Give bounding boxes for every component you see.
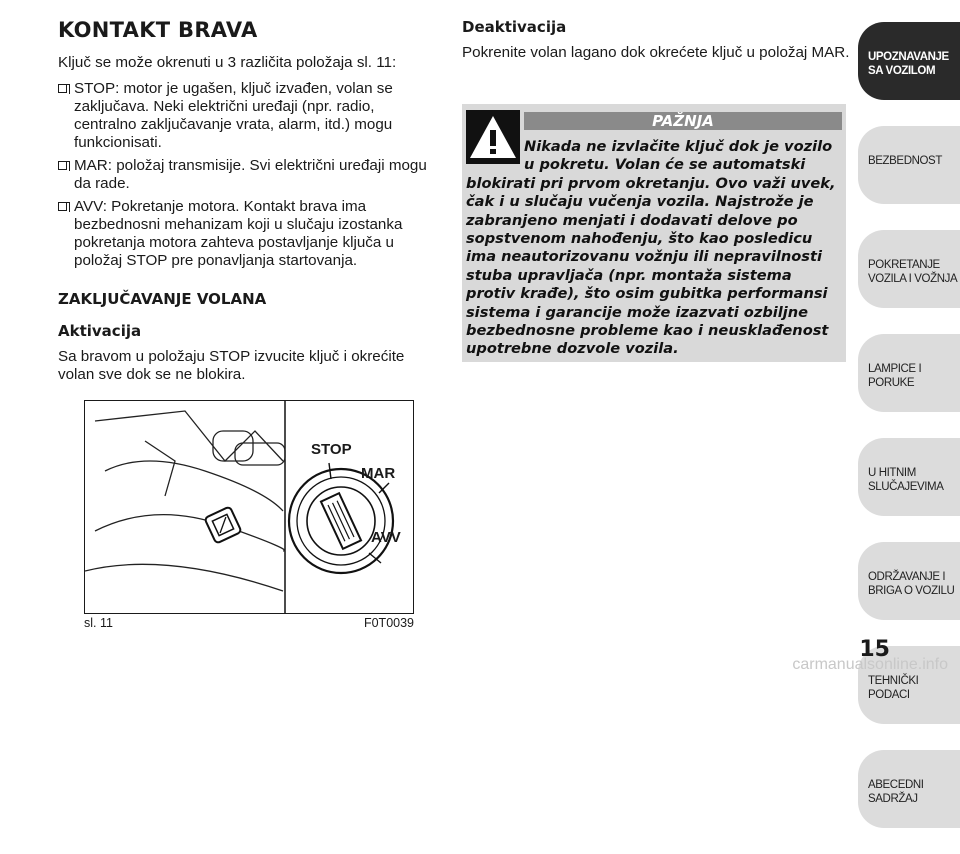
position-list <box>58 80 438 270</box>
tab-odrzavanje[interactable]: ODRŽAVANJE I BRIGA O VOZILU <box>858 542 960 620</box>
list-item-text: MAR: položaj transmisije. Svi električni uređaji mogu da rade. <box>74 157 427 192</box>
right-column <box>462 18 850 62</box>
bullet-icon <box>58 161 67 170</box>
page-number: 15 <box>859 637 890 662</box>
stop-label: STOP <box>311 441 352 458</box>
subheading-deaktivacija: Deaktivacija <box>462 18 567 36</box>
section-title-zakljucavanje: ZAKLJUČAVANJE VOLANA <box>58 290 267 308</box>
figure-code: F0T0039 <box>363 616 414 630</box>
figure-caption <box>84 616 414 630</box>
avv-label: AVV <box>371 529 401 546</box>
intro-paragraph: Ključ se može okrenuti u 3 različita položaja sl. 11: <box>58 54 397 71</box>
chapter-tabs <box>858 22 960 854</box>
figure-number: sl. 11 <box>84 616 113 630</box>
tab-upoznavanje-sa-vozilom[interactable]: UPOZNAVANJE SA VOZILOM <box>858 22 960 100</box>
activation-paragraph: Sa bravom u položaju STOP izvucite ključ i okrećite volan sve dok se ne blokira. <box>58 348 405 383</box>
ignition-illustration <box>85 401 413 613</box>
tab-tehnicki-podaci[interactable]: TEHNIČKI PODACI <box>858 646 960 724</box>
section-title-kontakt-brava: KONTAKT BRAVA <box>58 18 258 42</box>
ignition-figure <box>84 400 414 614</box>
list-item <box>58 198 438 270</box>
warning-heading: PAŽNJA <box>524 112 842 130</box>
tab-abecedni-sadrzaj[interactable]: ABECEDNI SADRŽAJ <box>858 750 960 828</box>
watermark: carmanualsonline.info <box>792 656 948 673</box>
list-item <box>58 80 438 152</box>
bullet-icon <box>58 202 67 211</box>
warning-text-content: Nikada ne izvlačite ključ dok je vozilo u pokretu. Volan će se automatski blokirati pri prvom okretanju. Ovo važi uvek, čak i u slučaju vučenja vozila. Najstrože je zabranjeno menjati i dodavati delove po sopstvenom nahođenju, što kao posledicu ima neautorizovanu vožnju ili nepravilnosti stuba upravljača (npr. montaža sistema protiv krađe), što osim gubitka performansi sistema i garancije može izazvati ozbiljne bezbednosne probleme kao i neusklađenost upotrebne dozvole vozila. <box>466 138 836 358</box>
subheading-aktivacija: Aktivacija <box>58 322 142 340</box>
mar-label: MAR <box>361 465 396 482</box>
list-item-text: AVV: Pokretanje motora. Kontakt brava ima bezbednosni mehanizam koji u slučaju izostanka pokretanja motora zahteva postavljanje ključa u položaj STOP pre ponavljanja startovanja. <box>74 198 403 269</box>
warning-box <box>462 104 846 362</box>
tab-lampice-i-poruke[interactable]: LAMPICE I PORUKE <box>858 334 960 412</box>
bullet-icon <box>58 84 67 93</box>
list-item <box>58 157 438 193</box>
deactivation-paragraph: Pokrenite volan lagano dok okrećete ključ u položaj MAR. <box>462 44 850 61</box>
left-column <box>58 18 438 384</box>
warning-text <box>466 138 842 359</box>
list-item-text: STOP: motor je ugašen, ključ izvađen, volan se zaključava. Neki električni uređaji (npr. radio, centralno zaključavanje vrata, alarm, itd.) mogu funkcionisati. <box>74 80 393 151</box>
tab-u-hitnim-slucajevima[interactable]: U HITNIM SLUČAJEVIMA <box>858 438 960 516</box>
tab-bezbednost[interactable]: BEZBEDNOST <box>858 126 960 204</box>
tab-pokretanje-vozila[interactable]: POKRETANJE VOZILA I VOŽNJA <box>858 230 960 308</box>
